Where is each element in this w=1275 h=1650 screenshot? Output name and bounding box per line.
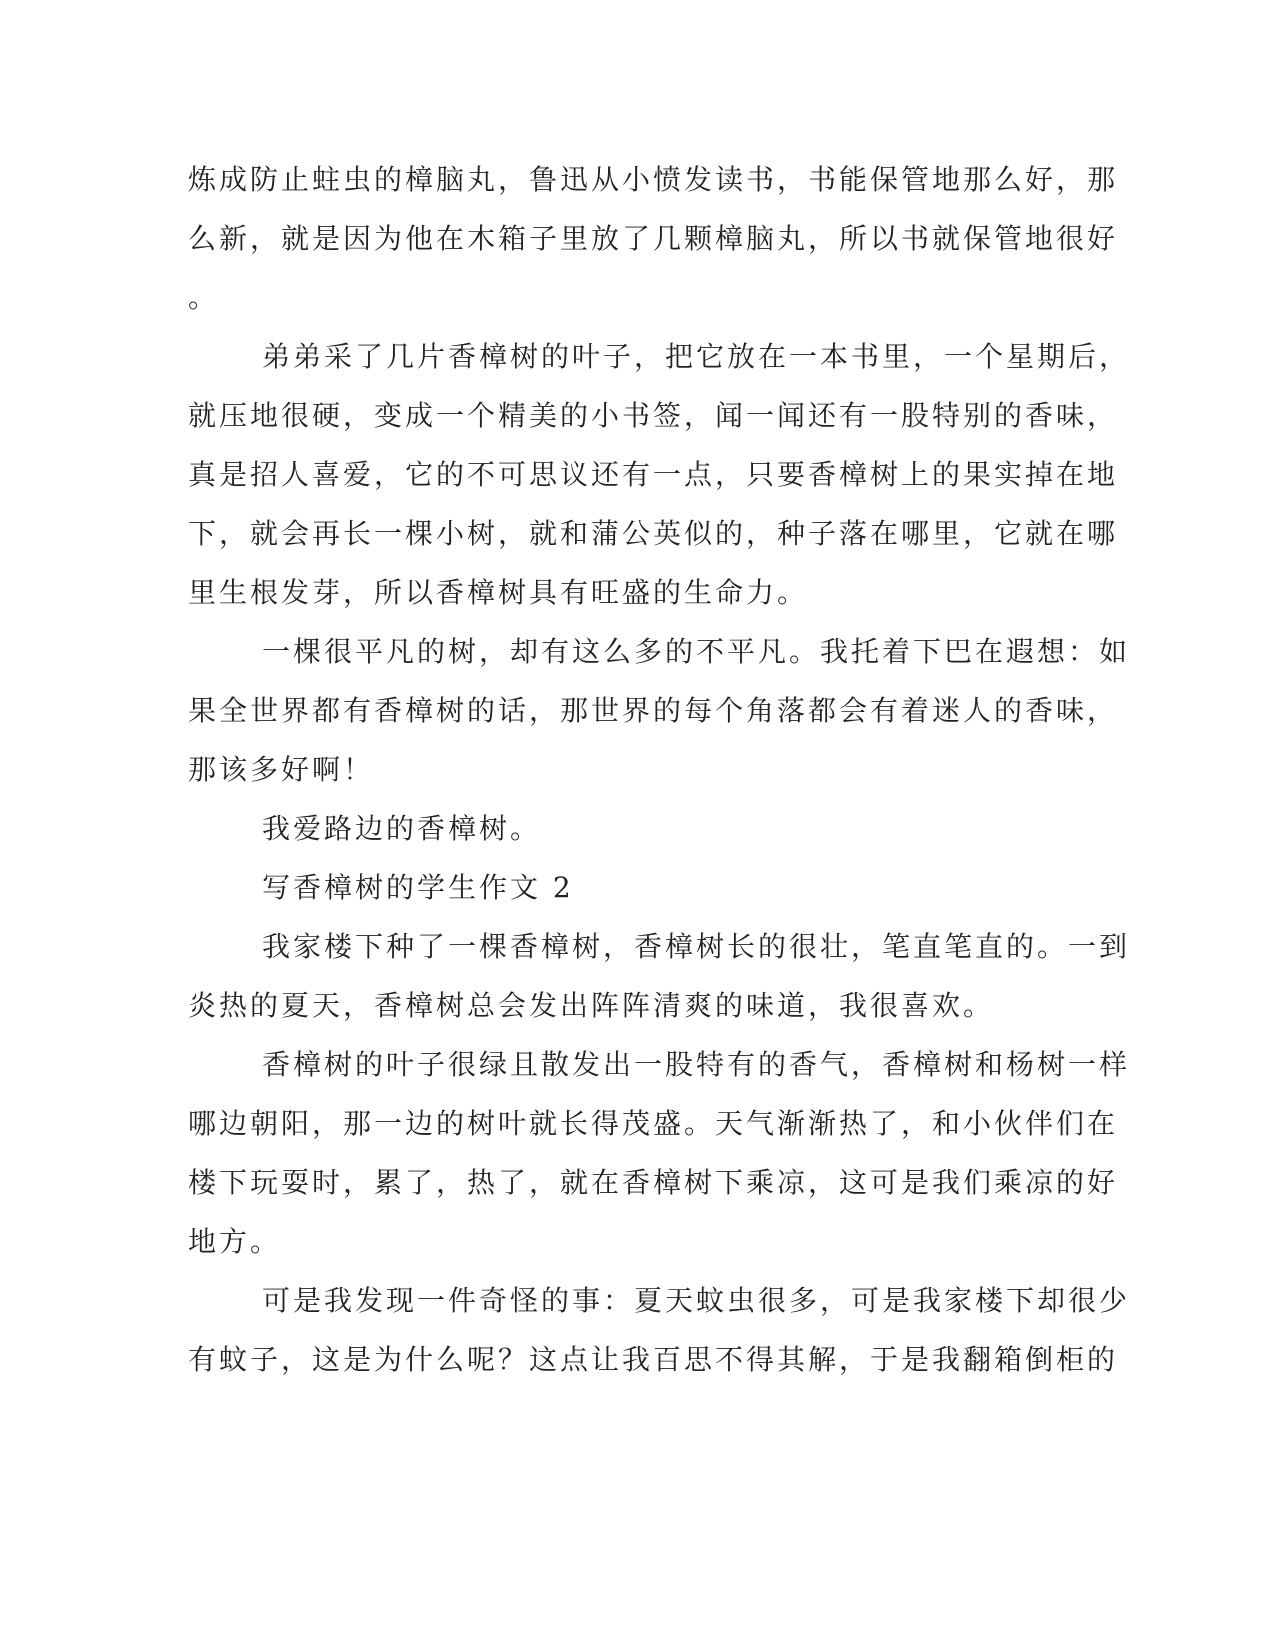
text-line: 炎热的夏天，香樟树总会发出阵阵清爽的味道，我很喜欢。	[188, 989, 995, 1022]
text-line: 。	[188, 281, 220, 314]
text-line: 地方。	[188, 1225, 282, 1258]
paragraph-start-line: 一棵很平凡的树，却有这么多的不平凡。我托着下巴在遐想：如	[262, 635, 1131, 668]
text-line: 那该多好啊！	[188, 753, 375, 786]
text-line: 有蚊子，这是为什么呢？这点让我百思不得其解，于是我翻箱倒柜的	[188, 1343, 1119, 1376]
text-line: 真是招人喜爱，它的不可思议还有一点，只要香樟树上的果实掉在地	[188, 458, 1119, 491]
text-line: 哪边朝阳，那一边的树叶就长得茂盛。天气渐渐热了，和小伙伴们在	[188, 1107, 1119, 1140]
paragraph-start-line: 可是我发现一件奇怪的事：夏天蚊虫很多，可是我家楼下却很少	[262, 1284, 1131, 1317]
text-line: 就压地很硬，变成一个精美的小书签，闻一闻还有一股特别的香味，	[188, 399, 1119, 432]
text-line: 下，就会再长一棵小树，就和蒲公英似的，种子落在哪里，它就在哪	[188, 517, 1119, 550]
text-line: 果全世界都有香樟树的话，那世界的每个角落都会有着迷人的香味，	[188, 694, 1119, 727]
paragraph-start-line: 我家楼下种了一棵香樟树，香樟树长的很壮，笔直笔直的。一到	[262, 930, 1131, 963]
paragraph-start-line: 香樟树的叶子很绿且散发出一股特有的香气，香樟树和杨树一样	[262, 1048, 1131, 1081]
paragraph-start-line: 我爱路边的香樟树。	[262, 812, 542, 845]
section-heading: 写香樟树的学生作文 2	[262, 871, 574, 904]
text-line: 炼成防止蛀虫的樟脑丸，鲁迅从小愤发读书，书能保管地那么好，那	[188, 163, 1119, 196]
text-line: 么新，就是因为他在木箱子里放了几颗樟脑丸，所以书就保管地很好	[188, 222, 1119, 255]
text-line: 楼下玩耍时，累了，热了，就在香樟树下乘凉，这可是我们乘凉的好	[188, 1166, 1119, 1199]
paragraph-start-line: 弟弟采了几片香樟树的叶子，把它放在一本书里，一个星期后，	[262, 340, 1131, 373]
text-line: 里生根发芽，所以香樟树具有旺盛的生命力。	[188, 576, 809, 609]
